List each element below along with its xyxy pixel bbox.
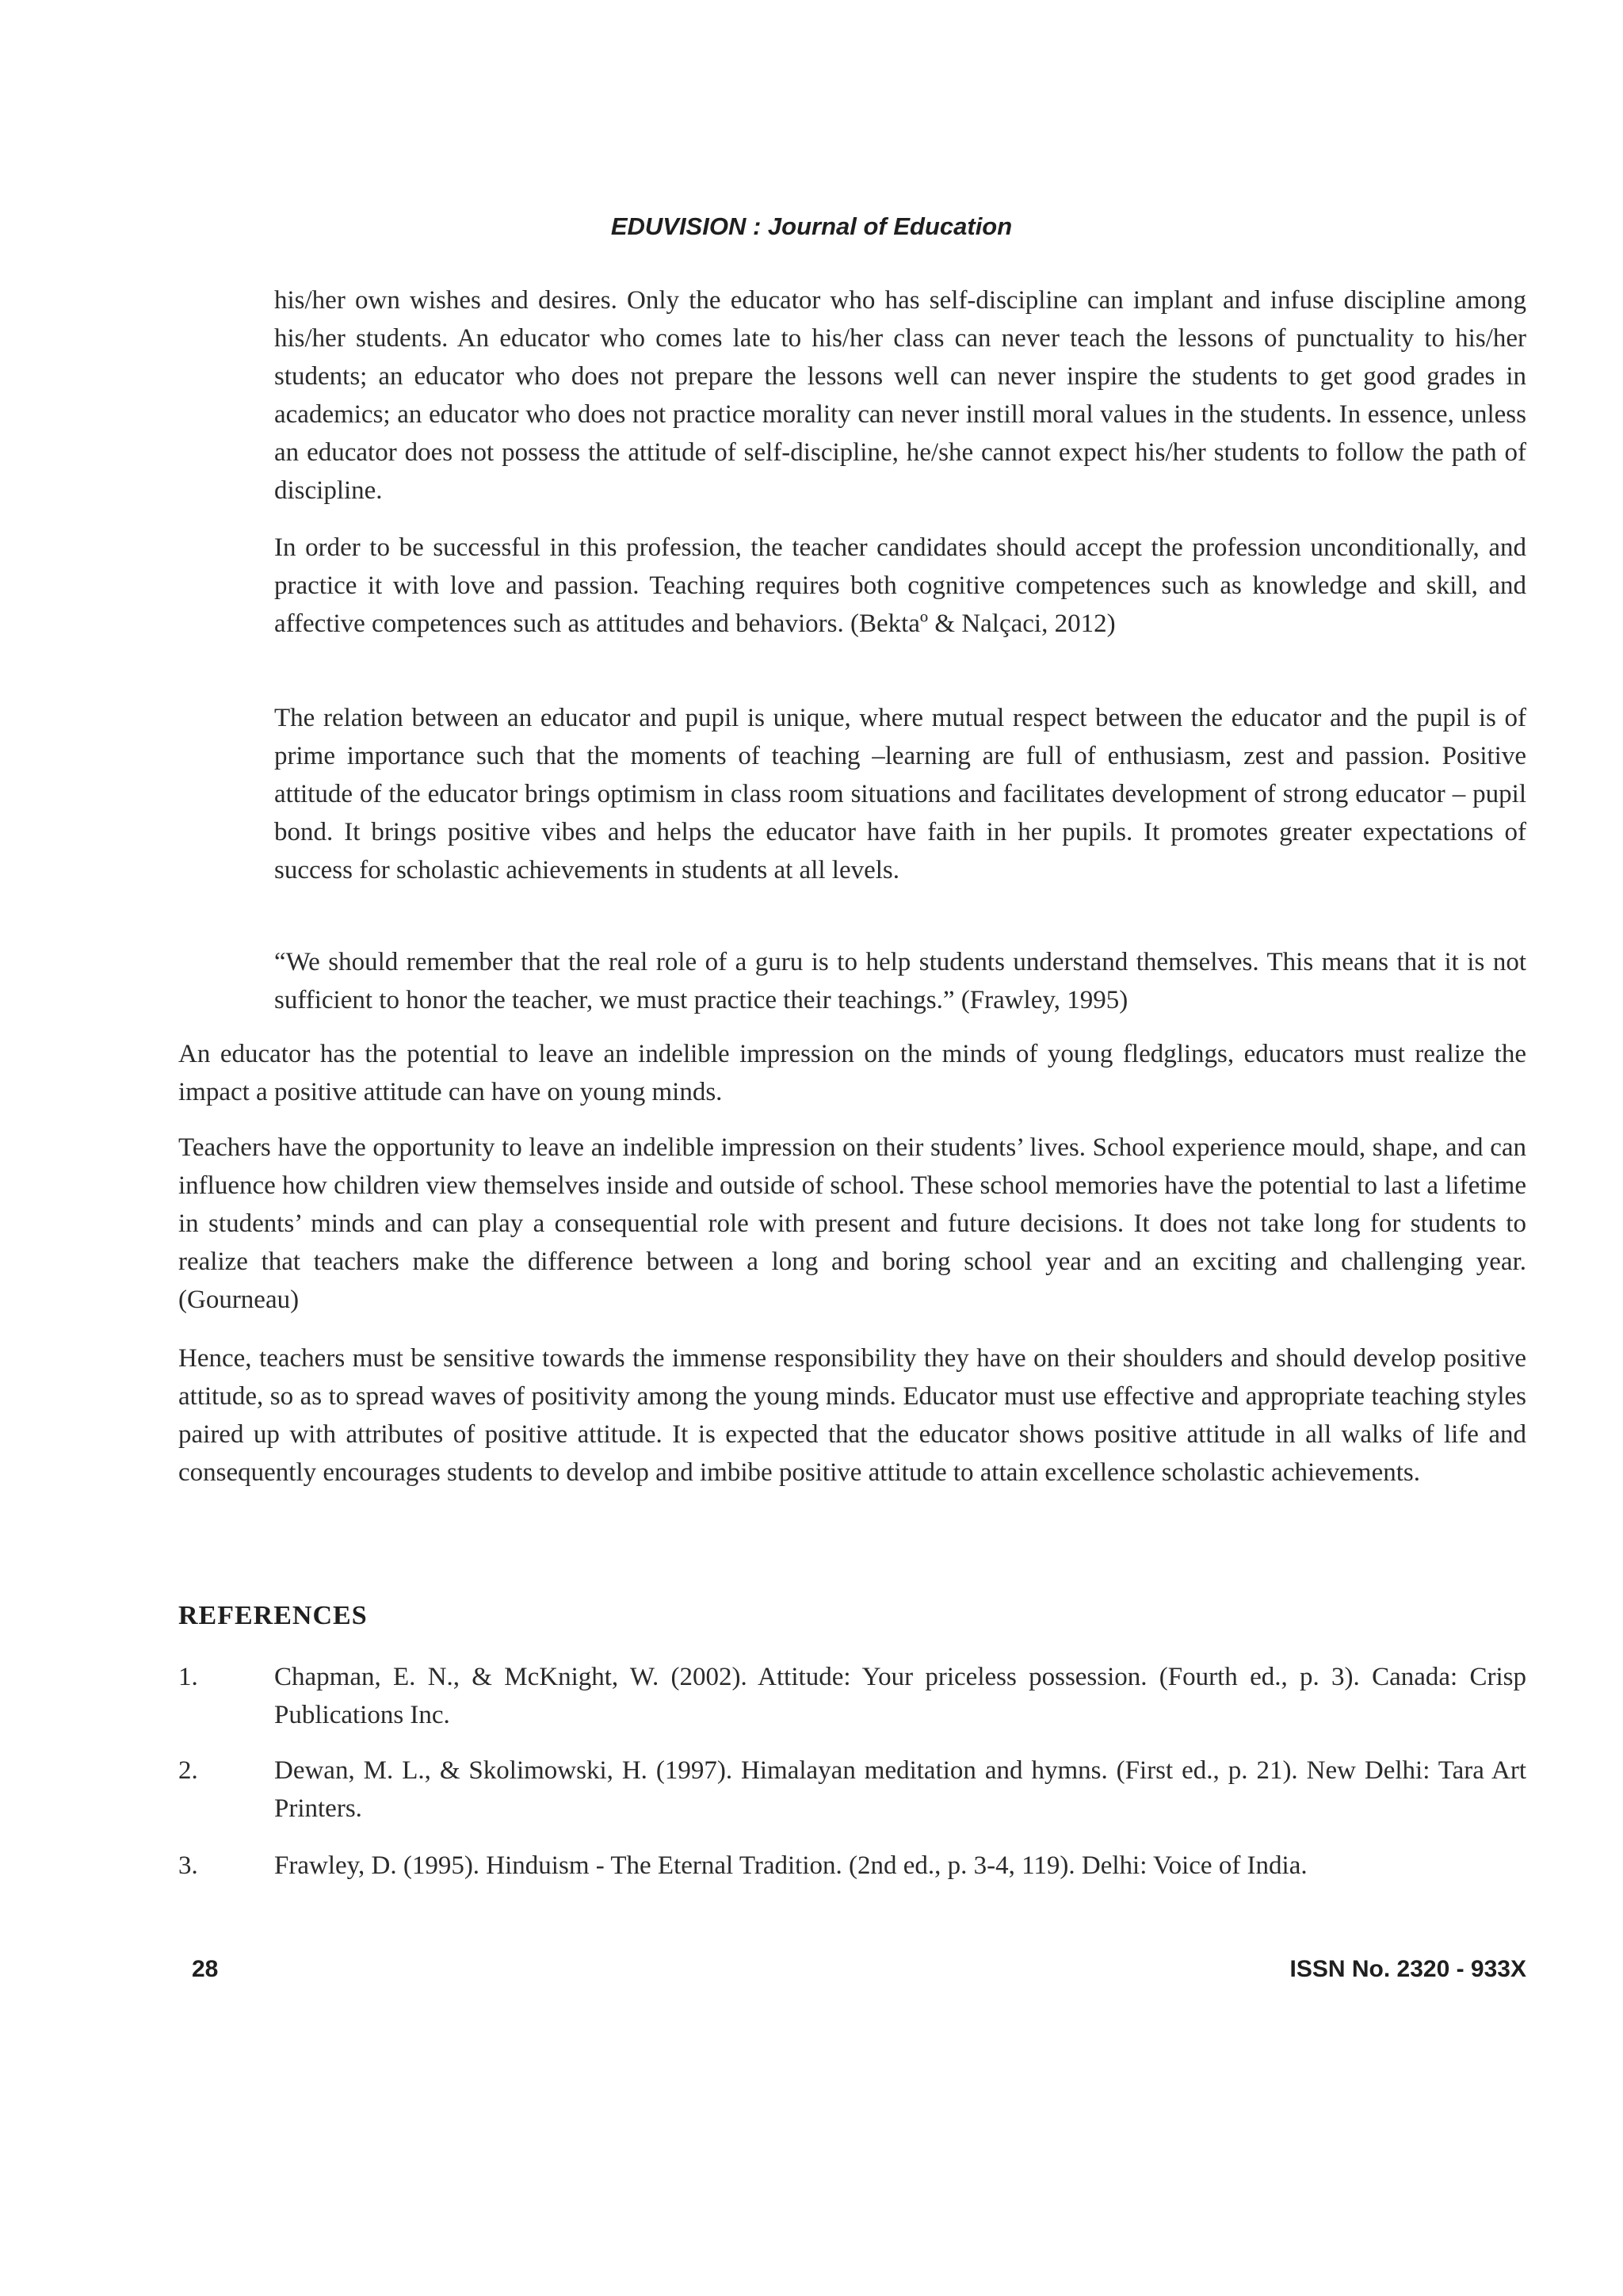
reference-text: Dewan, M. L., & Skolimowski, H. (1997). Himalayan meditation and hymns. (First ed., p. 21). New Delhi: Tara Art Printers. [274,1756,1526,1823]
body-paragraph-5: Teachers have the opportunity to leave an indelible impression on their students’ lives. School experience mould, shape, and can influence how children view themselves inside and outside of school. These school memories have the potential to last a lifetime in students’ minds and can play a consequential role with present and future decisions. It does not take long for students to realize that teachers make the difference between a long and boring school year and an exciting and challenging year. (Gourneau) [178,1133,1526,1314]
reference-number: 2. [178,1756,198,1785]
quote-paragraph: “We should remember that the real role of a guru is to help students understand themselves. This means that it is not sufficient to honor the teacher, we must practice their teachings.” (Frawley, 1995) [274,948,1526,1014]
body-paragraph-2: In order to be successful in this profession, the teacher candidates should accept the profession unconditionally, and practice it with love and passion. Teaching requires both cognitive competences such as knowledge and skill, and affective competences such as attitudes and behaviors. (Bektaº & Nalçaci, 2012) [274,533,1526,638]
body-paragraph-6: Hence, teachers must be sensitive towards the immense responsibility they have on their shoulders and should develop positive attitude, so as to spread waves of positivity among the young minds. Educator must use effective and appropriate teaching styles paired up with attributes of positive attitude. It is expected that the educator shows positive attitude in all walks of life and consequently encourages students to develop and imbibe positive attitude to attain excellence scholastic achievements. [178,1344,1526,1487]
reference-number: 1. [178,1663,198,1691]
body-paragraph-4: An educator has the potential to leave an indelible impression on the minds of young fledglings, educators must realize the impact a positive attitude can have on young minds. [178,1040,1526,1106]
page-number: 28 [192,1956,219,1982]
body-paragraph-3: The relation between an educator and pupil is unique, where mutual respect between the educator and the pupil is of prime importance such that the moments of teaching –learning are full of enthusiasm, zest and passion. Positive attitude of the educator brings optimism in class room situations and facilitates development of strong educator – pupil bond. It brings positive vibes and helps the educator have faith in her pupils. It promotes greater expectations of success for scholastic achievements in students at all levels. [274,704,1526,884]
reference-number: 3. [178,1851,198,1880]
reference-text: Frawley, D. (1995). Hinduism - The Eternal Tradition. (2nd ed., p. 3-4, 119). Delhi: Voice of India. [274,1851,1308,1880]
body-paragraph-1: his/her own wishes and desires. Only the educator who has self-discipline can implant and infuse discipline among his/her students. An educator who comes late to his/her class can never teach the lessons of punctuality to his/her students; an educator who does not prepare the lessons well can never inspire the students to get good grades in academics; an educator who does not practice morality can never instill moral values in the students. In essence, unless an educator does not possess the attitude of self-discipline, he/she cannot expect his/her students to follow the path of discipline. [274,286,1526,505]
references-heading: REFERENCES [178,1601,368,1630]
issn-number: ISSN No. 2320 - 933X [1289,1956,1526,1982]
reference-text: Chapman, E. N., & McKnight, W. (2002). Attitude: Your priceless possession. (Fourth ed., p. 3). Canada: Crisp Publications Inc. [274,1663,1526,1729]
running-header: EDUVISION : Journal of Education [610,212,1013,240]
